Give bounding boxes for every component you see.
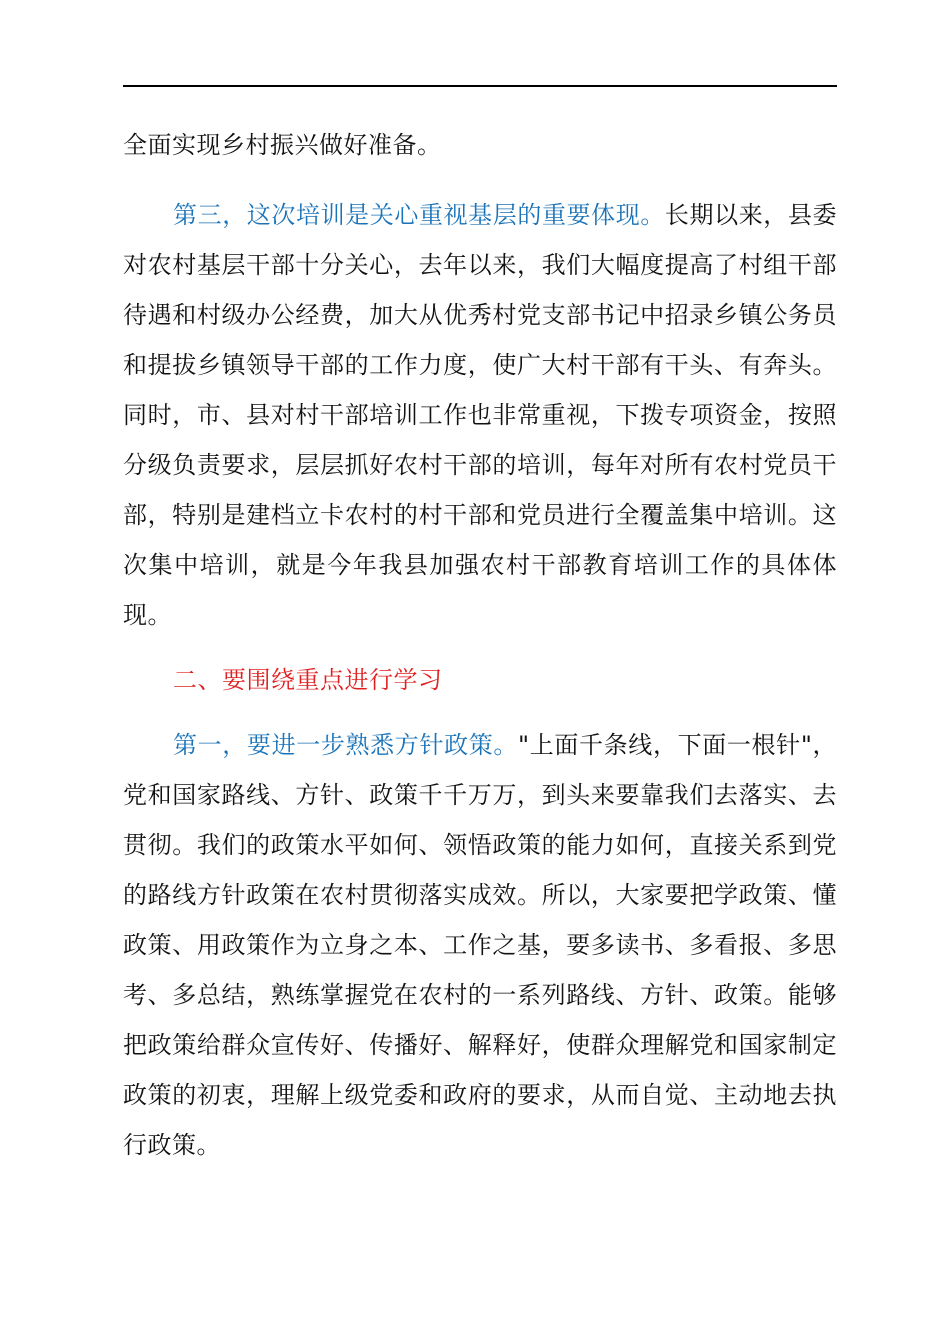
paragraph-third <box>123 190 837 640</box>
paragraph-first-body: "上面千条线，下面一根针"，党和国家路线、方针、政策千千万万，到头来要靠我们去落实、去贯彻。我们的政策水平如何、领悟政策的能力如何，直接关系到党的路线方针政策在农村贯彻落实成效。所以，大家要把学政策、懂政策、用政策作为立身之本、工作之基，要多读书、多看报、多思考、多总结，熟练掌握党在农村的一系列路线、方针、政策。能够把政策给群众宣传好、传播好、解释好，使群众理解党和国家制定政策的初衷，理解上级党委和政府的要求，从而自觉、主动地去执行政策。 <box>123 731 838 1159</box>
continuation-paragraph: 全面实现乡村振兴做好准备。 <box>123 131 442 159</box>
paragraph-third-heading: 第三，这次培训是关心重视基层的重要体现。 <box>173 201 665 229</box>
section-two-heading: 二、要围绕重点进行学习 <box>173 666 443 694</box>
paragraph-third-body: 长期以来，县委对农村基层干部十分关心，去年以来，我们大幅度提高了村组干部待遇和村级办公经费，加大从优秀村党支部书记中招录乡镇公务员和提拔乡镇领导干部的工作力度，使广大村干部有干头、有奔头。同时，市、县对村干部培训工作也非常重视，下拨专项资金，按照分级负责要求，层层抓好农村干部的培训，每年对所有农村党员干部，特别是建档立卡农村的村干部和党员进行全覆盖集中培训。这次集中培训，就是今年我县加强农村干部教育培训工作的具体体现。 <box>123 201 837 629</box>
paragraph-first-heading: 第一，要进一步熟悉方针政策。 <box>173 731 519 759</box>
top-rule <box>123 85 837 87</box>
paragraph-first <box>123 720 837 1170</box>
